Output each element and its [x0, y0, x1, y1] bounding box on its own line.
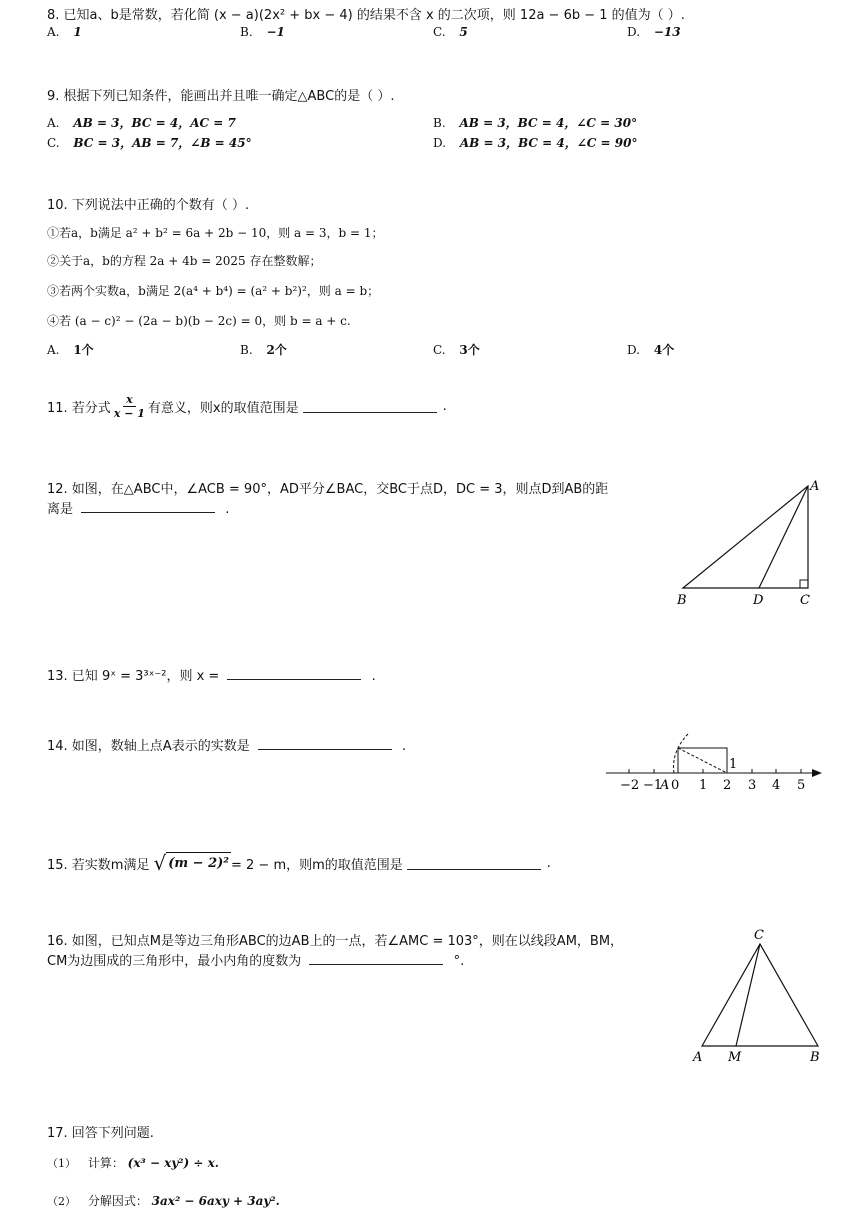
q15-line: [47, 852, 551, 874]
part-expression: (x³ − xy²) ÷ x.: [127, 1156, 219, 1170]
tick-label-2: 2: [723, 778, 732, 793]
q8-option-d[interactable]: [627, 25, 681, 39]
q11-suffix: 有意义，则x的取值范围是: [147, 401, 299, 416]
point-d-label: D: [753, 593, 764, 608]
q16-line2: [47, 950, 464, 969]
q13-line: [47, 665, 376, 684]
q10-option-a[interactable]: [47, 341, 94, 358]
point-m-label: M: [728, 1050, 742, 1065]
q14-text: 14. 如图，数轴上点A表示的实数是: [47, 739, 250, 754]
option-value: AB = 3，BC = 4，∠C = 90°: [459, 136, 638, 150]
q8-stem: 8. 已知a、b是常数，若化简 (x − a)(2x² + bx − 4) 的结果不含 x 的二次项，则 12a − 6b − 1 的值为（ ）.: [47, 8, 685, 23]
point-a-label: A: [693, 1050, 703, 1065]
q8-option-b[interactable]: [240, 25, 285, 39]
option-label: D.: [433, 136, 447, 150]
option-label: A.: [47, 116, 60, 130]
q10-item-4: ④若 (a − c)² − (2a − b)(b − 2c) = 0，则 b = a + c.: [47, 314, 351, 328]
answer-blank[interactable]: [227, 667, 361, 680]
option-value: −13: [653, 25, 681, 39]
sqrt-symbol: √: [153, 851, 167, 875]
q13-end: .: [371, 669, 376, 684]
option-value: 4个: [653, 343, 675, 357]
part-label: 分解因式：: [87, 1194, 148, 1208]
point-a-label: A: [810, 479, 820, 494]
answer-blank[interactable]: [303, 400, 437, 413]
fraction-numerator: x: [123, 393, 136, 407]
tick-label-minus1: −1: [643, 778, 663, 793]
option-label: D.: [627, 25, 641, 39]
q17-part-2: [47, 1192, 280, 1209]
sqrt-radicand: (m − 2)²: [166, 852, 231, 874]
point-b-label: B: [677, 593, 687, 608]
option-value: 1: [73, 25, 82, 39]
option-label: B.: [240, 343, 253, 357]
q12-figure: [670, 476, 830, 610]
answer-blank[interactable]: [258, 737, 392, 750]
option-value: 3个: [459, 343, 480, 357]
q12-prefix: 离是: [47, 502, 74, 517]
q14-line: [47, 735, 406, 754]
option-label: D.: [627, 343, 641, 357]
q10-item-2: ②关于a，b的方程 2a + 4b = 2025 存在整数解；: [47, 254, 322, 268]
q12-end: .: [225, 502, 230, 517]
part-expression: 3ax² − 6axy + 3ay².: [151, 1194, 280, 1208]
q15-suffix: = 2 − m，则m的取值范围是: [230, 857, 403, 873]
tick-label-minus2: −2: [620, 778, 640, 793]
q9-option-c[interactable]: [47, 134, 252, 151]
sqrt-expression: [153, 852, 231, 874]
tick-label-1: 1: [699, 778, 708, 793]
q17-stem: 17. 回答下列问题.: [47, 1126, 154, 1141]
q16-figure: [690, 925, 830, 1070]
option-label: C.: [433, 25, 446, 39]
q10-item-3: ③若两个实数a，b满足 2(a⁴ + b⁴) = (a² + b²)²，则 a = b；: [47, 284, 380, 298]
answer-blank[interactable]: [81, 500, 215, 513]
triangle-abc: [702, 944, 818, 1046]
q15-end: .: [546, 855, 551, 871]
q12-line2: [47, 498, 229, 517]
option-value: 5: [459, 25, 468, 39]
q8-option-c[interactable]: [433, 25, 468, 39]
q14-number-line-figure: [604, 730, 826, 796]
option-label: B.: [433, 116, 446, 130]
point-c-label: C: [754, 928, 764, 943]
q13-text: 13. 已知 9ˣ = 3³ˣ⁻²，则 x =: [47, 669, 220, 684]
answer-blank[interactable]: [309, 952, 443, 965]
option-value: 2个: [266, 343, 287, 357]
q10-option-b[interactable]: [240, 341, 287, 358]
q10-item-1: ①若a，b满足 a² + b² = 6a + 2b − 10，则 a = 3，b = 1；: [47, 226, 384, 240]
point-b-label: B: [810, 1050, 820, 1065]
q9-option-b[interactable]: [433, 114, 637, 131]
q15-prefix: 15. 若实数m满足: [47, 857, 150, 873]
part-number: （1）: [47, 1157, 76, 1170]
right-angle-mark: [800, 580, 808, 588]
point-a-label: A: [660, 778, 670, 793]
option-value: 1个: [73, 343, 94, 357]
q16-line1: 16. 如图，已知点M是等边三角形ABC的边AB上的一点，若∠AMC = 103°，则在以线段AM，BM，: [47, 934, 624, 949]
q9-option-d[interactable]: [433, 134, 637, 151]
q14-end: .: [401, 739, 407, 754]
tick-label-0: 0: [671, 778, 680, 793]
option-value: BC = 3，AB = 7，∠B = 45°: [73, 136, 252, 150]
option-label: A.: [47, 343, 60, 357]
q17-part-1: [47, 1154, 219, 1171]
option-label: C.: [433, 343, 446, 357]
q16-prefix: CM为边围成的三角形中，最小内角的度数为: [47, 954, 302, 969]
option-value: −1: [266, 25, 285, 39]
q8-option-a[interactable]: [47, 25, 82, 39]
option-label: C.: [47, 136, 60, 150]
segment-ad: [759, 486, 808, 588]
q11-line: [47, 393, 447, 420]
point-c-label: C: [800, 593, 810, 608]
option-value: AB = 3，BC = 4，∠C = 30°: [459, 116, 638, 130]
q9-option-a[interactable]: [47, 114, 236, 131]
fraction-denominator: x − 1: [113, 407, 145, 420]
tick-label-5: 5: [797, 778, 806, 793]
answer-blank[interactable]: [407, 857, 541, 870]
fraction: [114, 393, 145, 420]
segment-cm: [736, 944, 760, 1046]
q9-stem: 9. 根据下列已知条件，能画出并且唯一确定△ABC的是（ ）.: [47, 89, 395, 104]
q10-stem: 10. 下列说法中正确的个数有（ ）.: [47, 198, 250, 213]
part-label: 计算：: [87, 1156, 124, 1170]
axis-arrow: [812, 769, 822, 777]
part-number: （2）: [47, 1195, 76, 1208]
triangle-abc: [683, 486, 808, 588]
q16-end: °.: [453, 954, 465, 969]
option-label: B.: [240, 25, 253, 39]
q12-line1: 12. 如图，在△ABC中，∠ACB = 90°，AD平分∠BAC，交BC于点D，DC = 3，则点D到AB的距: [47, 482, 609, 497]
option-value: AB = 3，BC = 4，AC = 7: [73, 116, 236, 130]
option-label: A.: [47, 25, 60, 39]
compass-arc: [674, 734, 688, 773]
q11-prefix: 11. 若分式: [47, 401, 111, 416]
rect-side-label: 1: [729, 757, 738, 772]
tick-label-3: 3: [748, 778, 757, 793]
q10-option-d[interactable]: [627, 341, 674, 358]
q10-option-c[interactable]: [433, 341, 480, 358]
tick-label-4: 4: [772, 778, 781, 793]
q11-end: .: [442, 399, 447, 414]
